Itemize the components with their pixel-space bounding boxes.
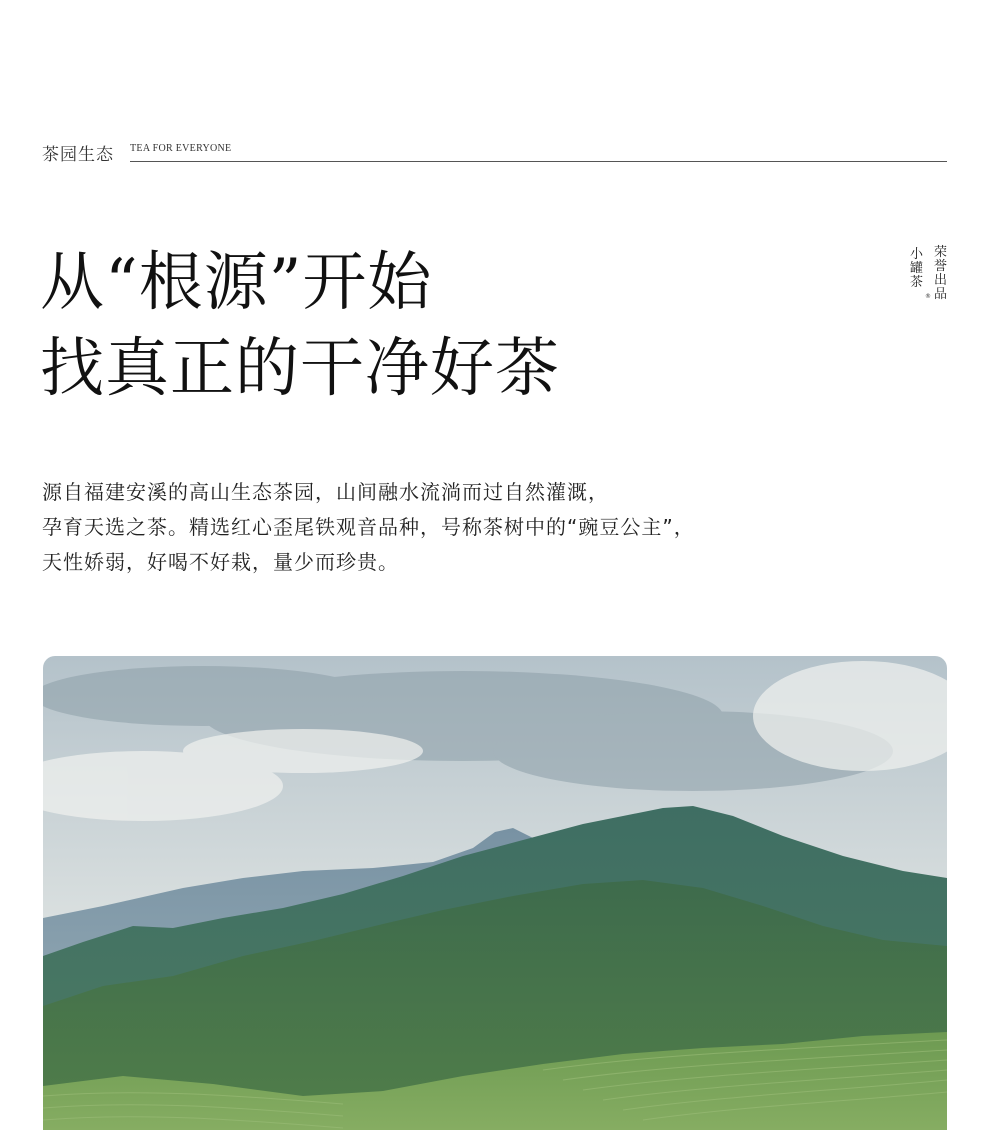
brand-logo xyxy=(906,246,950,316)
description-line-1: 源自福建安溪的高山生态茶园，山间融水流淌而过自然灌溉， xyxy=(42,480,609,504)
headline xyxy=(40,240,560,412)
section-header xyxy=(42,136,947,164)
description-line-2: 孕育天选之茶。精选红心歪尾铁观音品种，号称茶树中的“豌豆公主”， xyxy=(42,515,695,539)
brand-tagline: 荣誉出品 xyxy=(934,245,948,302)
section-title: 茶园生态 xyxy=(42,145,114,165)
mountain-landscape-image xyxy=(43,656,947,1130)
section-subtitle: TEA FOR EVERYONE xyxy=(130,143,232,154)
tea-garden-photo xyxy=(43,656,947,1130)
headline-line-1: 从“根源”开始 xyxy=(40,246,433,320)
description xyxy=(42,475,695,580)
brand-name: 小罐茶 xyxy=(910,247,924,290)
section-divider xyxy=(130,161,947,162)
description-line-3: 天性娇弱，好喝不好栽，量少而珍贵。 xyxy=(42,550,399,574)
headline-line-2: 找真正的干净好茶 xyxy=(40,332,560,406)
registered-mark: ® xyxy=(925,293,931,300)
